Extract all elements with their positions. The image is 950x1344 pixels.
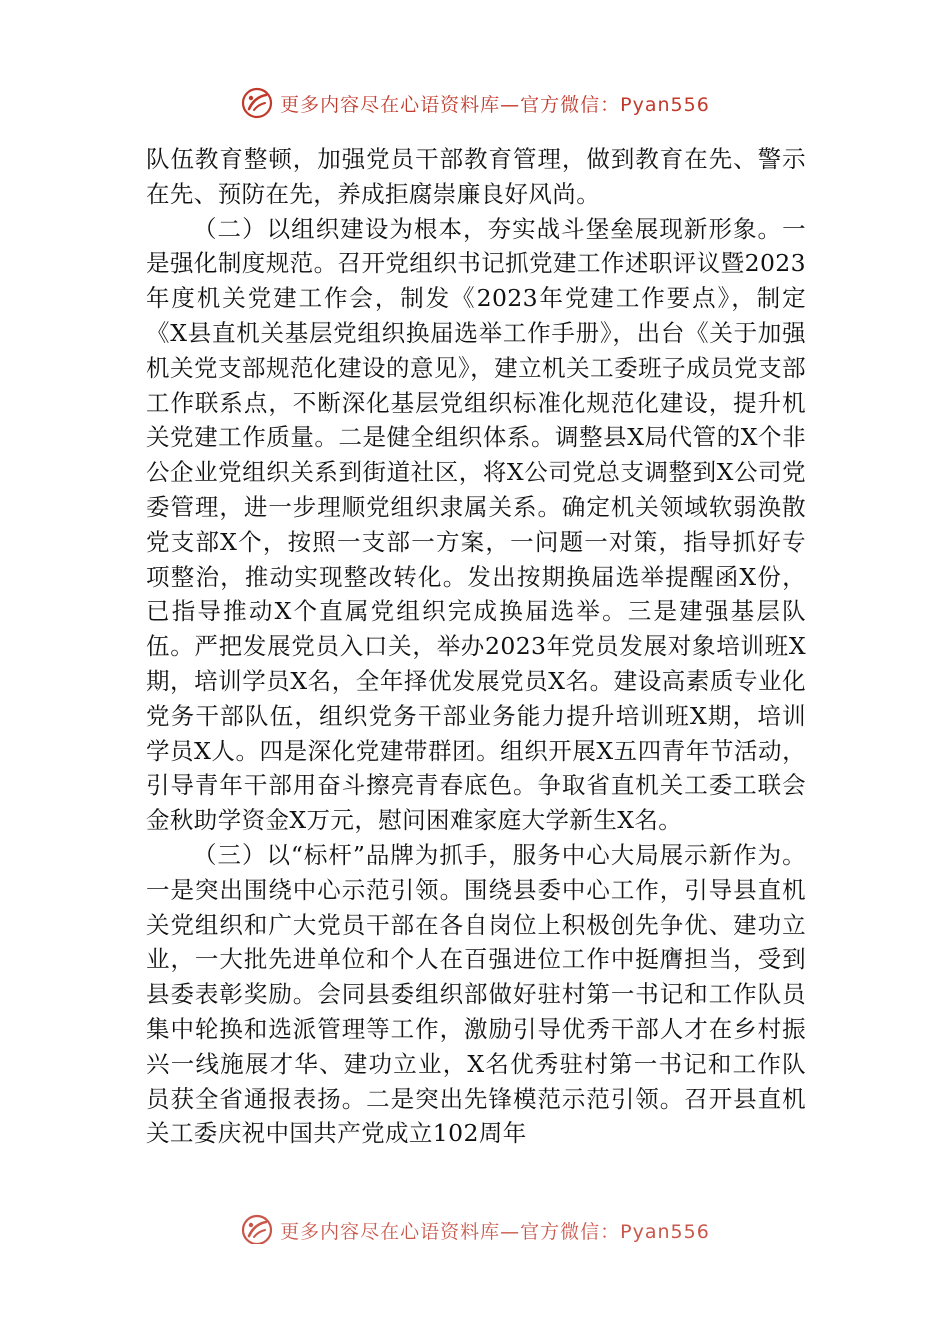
paragraph-2: （二）以组织建设为根本，夯实战斗堡垒展现新形象。一是强化制度规范。召开党组织书记抓党建工作述职评议暨2023年度机关党建工作会，制发《2023年党建工作要点》，制定《X县直机关基层党组织换届选举工作手册》，出台《关于加强机关党支部规范化建设的意见》，建立机关工委班子成员党支部工作联系点，不断深化基层党组织标准化规范化建设，提升机关党建工作质量。二是健全组织体系。调整县X局代管的X个非公企业党组织关系到街道社区，将X公司党总支调整到X公司党委管理，进一步理顺党组织隶属关系。确定机关领域软弱涣散党支部X个，按照一支部一方案，一问题一对策，指导抓好专项整治，推动实现整改转化。发出按期换届选举提醒函X份，已指导推动X个直属党组织完成换届选举。三是建强基层队伍。严把发展党员入口关，举办2023年党员发展对象培训班X期，培训学员X名，全年择优发展党员X名。建设高素质专业化党务干部队伍，组织党务干部业务能力提升培训班X期，培训学员X人。四是深化党建带群团。组织开展X五四青年节活动，引导青年干部用奋斗擦亮青春底色。争取省直机关工委工联会金秋助学资金X万元，慰问困难家庭大学新生X名。: [146, 214, 806, 835]
footer-watermark: [0, 1204, 950, 1244]
document-body: [146, 142, 806, 1151]
watermark-text: 更多内容尽在心语资料库—官方微信：Pyan556: [280, 93, 710, 116]
paragraph-3: （三）以“标杆”品牌为抓手，服务中心大局展示新作为。一是突出围绕中心示范引领。围绕县委中心工作，引导县直机关党组织和广大党员干部在各自岗位上积极创先争优、建功立业，一大批先进单位和个人在百强进位工作中挺膺担当，受到县委表彰奖励。会同县委组织部做好驻村第一书记和工作队员集中轮换和选派管理等工作，激励引导优秀干部人才在乡村振兴一线施展才华、建功立业，X名优秀驻村第一书记和工作队员获全省通报表扬。二是突出先锋模范示范引领。召开县直机关工委庆祝中国共产党成立102周年: [146, 840, 806, 1148]
watermark-text: 更多内容尽在心语资料库—官方微信：Pyan556: [280, 1220, 710, 1243]
calligraphy-brush-logo-icon: [240, 1213, 274, 1244]
paragraph-1: 队伍教育整顿，加强党员干部教育管理，做到教育在先、警示在先、预防在先，养成拒腐崇廉良好风尚。: [146, 145, 806, 208]
